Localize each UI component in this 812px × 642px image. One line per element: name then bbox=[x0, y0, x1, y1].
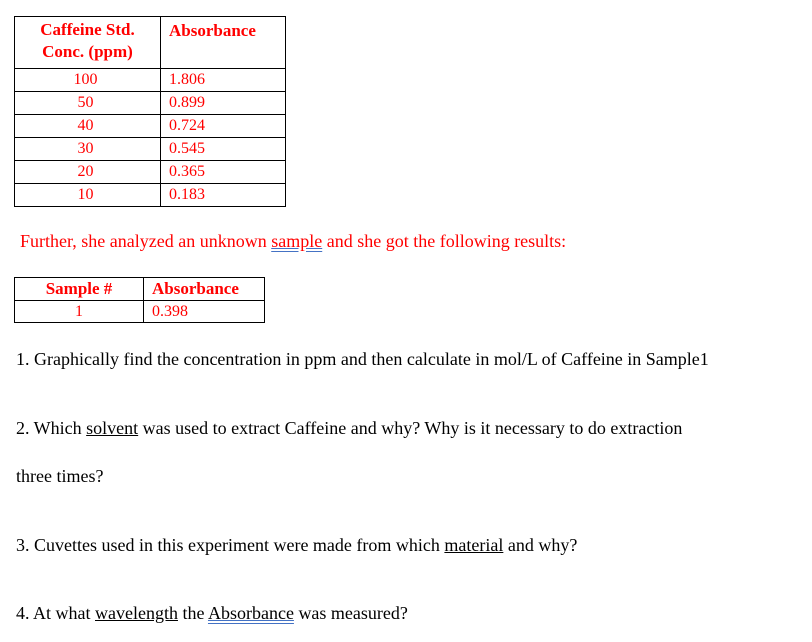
conc-header-line1: Caffeine Std. bbox=[40, 20, 135, 39]
q4-before: 4. At what bbox=[16, 603, 95, 623]
q4-underlined-word-2: Absorbance bbox=[207, 603, 294, 623]
sample-header-row bbox=[15, 278, 265, 301]
q2-after: was used to extract Caffeine and why? Why is it necessary to do extraction bbox=[138, 418, 683, 438]
q2-before: 2. Which bbox=[16, 418, 87, 438]
sample-abs-header: Absorbance bbox=[144, 278, 265, 301]
intro-text bbox=[20, 231, 566, 252]
intro-underlined-word: sample bbox=[271, 231, 323, 251]
conc-cell: 100 bbox=[15, 69, 161, 92]
conc-cell: 50 bbox=[15, 92, 161, 115]
abs-cell: 0.899 bbox=[161, 92, 286, 115]
table-row bbox=[15, 138, 286, 161]
standards-header-row bbox=[15, 17, 286, 69]
q3-before: 3. Cuvettes used in this experiment were made from which bbox=[16, 535, 445, 555]
standards-table bbox=[14, 16, 286, 207]
conc-cell: 40 bbox=[15, 115, 161, 138]
conc-cell: 20 bbox=[15, 161, 161, 184]
question-2-continuation: three times? bbox=[16, 466, 104, 486]
abs-header: Absorbance bbox=[161, 17, 286, 69]
abs-cell: 0.365 bbox=[161, 161, 286, 184]
table-row bbox=[15, 161, 286, 184]
abs-cell: 0.545 bbox=[161, 138, 286, 161]
table-row bbox=[15, 69, 286, 92]
sample-table bbox=[14, 277, 265, 323]
intro-after: and she got the following results: bbox=[322, 231, 567, 251]
sample-header: Sample # bbox=[15, 278, 144, 301]
conc-cell: 30 bbox=[15, 138, 161, 161]
question-3 bbox=[16, 535, 577, 556]
table-row bbox=[15, 115, 286, 138]
conc-cell: 10 bbox=[15, 184, 161, 207]
conc-header-line2: Conc. (ppm) bbox=[42, 42, 133, 61]
conc-header bbox=[15, 17, 161, 69]
question-2 bbox=[16, 418, 682, 439]
sample-abs-cell: 0.398 bbox=[144, 301, 265, 323]
q2-underlined-word: solvent bbox=[86, 418, 139, 438]
question-4 bbox=[16, 603, 408, 624]
q4-after: was measured? bbox=[293, 603, 408, 623]
q3-after: and why? bbox=[503, 535, 578, 555]
q3-underlined-word: material bbox=[444, 535, 504, 555]
table-row bbox=[15, 92, 286, 115]
abs-cell: 0.724 bbox=[161, 115, 286, 138]
table-row bbox=[15, 184, 286, 207]
q4-underlined-word-1: wavelength bbox=[95, 603, 178, 623]
abs-cell: 1.806 bbox=[161, 69, 286, 92]
abs-cell: 0.183 bbox=[161, 184, 286, 207]
q4-mid: the bbox=[177, 603, 208, 623]
table-row bbox=[15, 301, 265, 323]
question-1: 1. Graphically find the concentration in ppm and then calculate in mol/L of Caffeine in Sample1 bbox=[16, 349, 709, 369]
sample-number-cell: 1 bbox=[15, 301, 144, 323]
intro-before: Further, she analyzed an unknown bbox=[20, 231, 272, 251]
